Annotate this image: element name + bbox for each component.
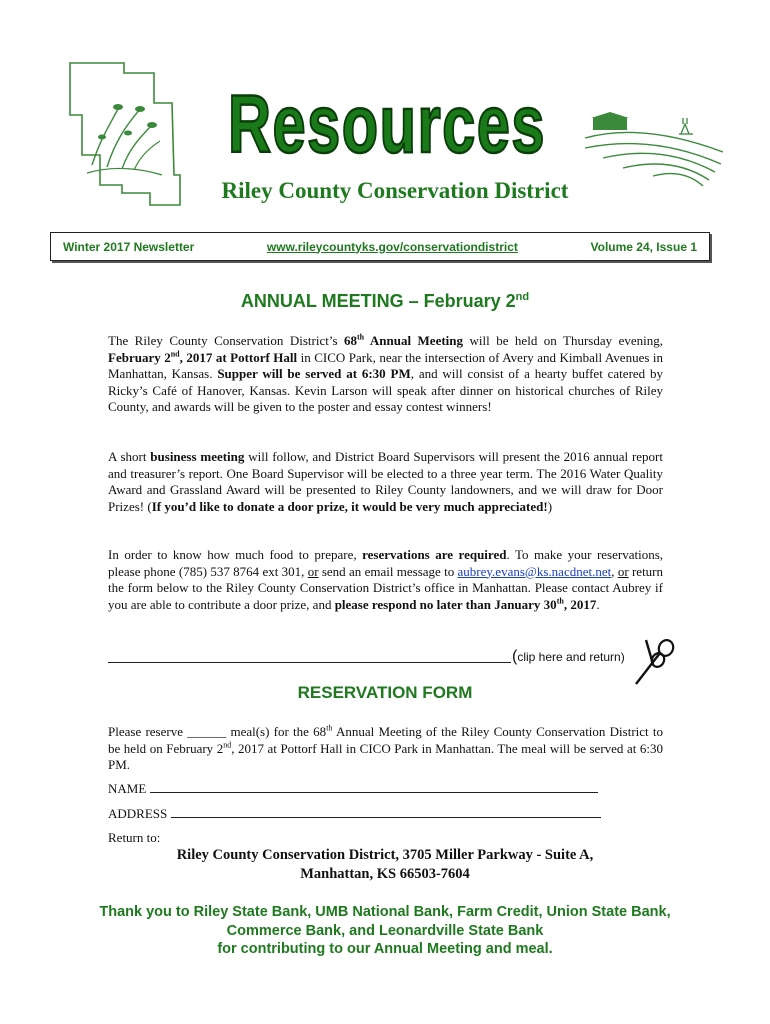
newsletter-banner <box>50 232 710 261</box>
masthead-title <box>222 66 552 170</box>
return-to-label: Return to: <box>108 830 161 845</box>
name-input-line[interactable] <box>150 780 598 793</box>
name-label: NAME <box>108 781 147 796</box>
newsletter-edition: Winter 2017 Newsletter <box>63 239 195 254</box>
reservation-paragraph: Please reserve ______ meal(s) for the 68th Annual Meeting of the Riley County Conservation District to be held on February 2nd, 2017 at Pottorf Hall in CICO Park in Manhattan. The meal will be served at 6:30 PM. <box>108 723 663 773</box>
email-link[interactable]: aubrey.evans@ks.nacdnet.net <box>457 563 612 579</box>
address-field <box>108 805 601 822</box>
address-label: ADDRESS <box>108 806 168 821</box>
meal-count-blank[interactable]: ______ <box>187 724 227 739</box>
annual-meeting-heading: ANNUAL MEETING – February 2nd <box>240 291 530 311</box>
address-input-line[interactable] <box>171 805 601 818</box>
volume-issue: Volume 24, Issue 1 <box>590 239 697 254</box>
clip-line <box>108 662 511 663</box>
clip-instruction: (clip here and return) <box>512 648 625 665</box>
name-field <box>108 780 598 797</box>
sponsor-thanks: Thank you to Riley State Bank, UMB National Bank, Farm Credit, Union State Bank, Commerce Bank, and Leonardville State Bank for contributing to our Annual Meeting and meal. <box>99 904 671 957</box>
meeting-paragraph-3: In order to know how much food to prepare, reservations are required. To make your reservations, please phone (785) 537 8764 ext 301, or send an email message to aubrey.evans@ks.nacdnet.net, or return the form below to the Riley County Conservation District’s office in Manhattan. Please contact Aubrey if you are able to contribute a door prize, and please respond no later than January 30th, 2017. <box>108 547 664 612</box>
masthead-text: Resources <box>228 79 546 170</box>
reservation-form-heading: RESERVATION FORM <box>297 683 473 702</box>
district-title: Riley County Conservation District <box>221 178 569 203</box>
meeting-paragraph-1: The Riley County Conservation District’s 68th Annual Meeting will be held on Thursday evening, February 2nd, 2017 at Pottorf Hall in CICO Park, near the intersection of Avery and Kimball Avenues in Manhattan, Kansas. Supper will be served at 6:30 PM, and will consist of a hearty buffet catered by Ricky’s Café of Hanover, Kansas. Kevin Larson will speak after dinner on historical churches of Riley County, and awards will be given to the poster and essay contest winners! <box>108 332 663 415</box>
meeting-paragraph-2: A short business meeting will follow, and District Board Supervisors will present the 2016 annual report and treasurer’s report. One Board Supervisor will be elected to a three year term. The 2016 Water Quality Award and Grassland Award will be presented to Riley County landowners, and we will draw for Door Prizes! (If you’d like to donate a door prize, it would be very much appreciated!) <box>108 449 663 514</box>
scissors-icon <box>628 636 678 688</box>
return-address: Riley County Conservation District, 3705 Miller Parkway - Suite A, Manhattan, KS 66503-7604 <box>176 847 594 882</box>
website-link[interactable]: www.rileycountyks.gov/conservationdistrict <box>266 239 518 254</box>
